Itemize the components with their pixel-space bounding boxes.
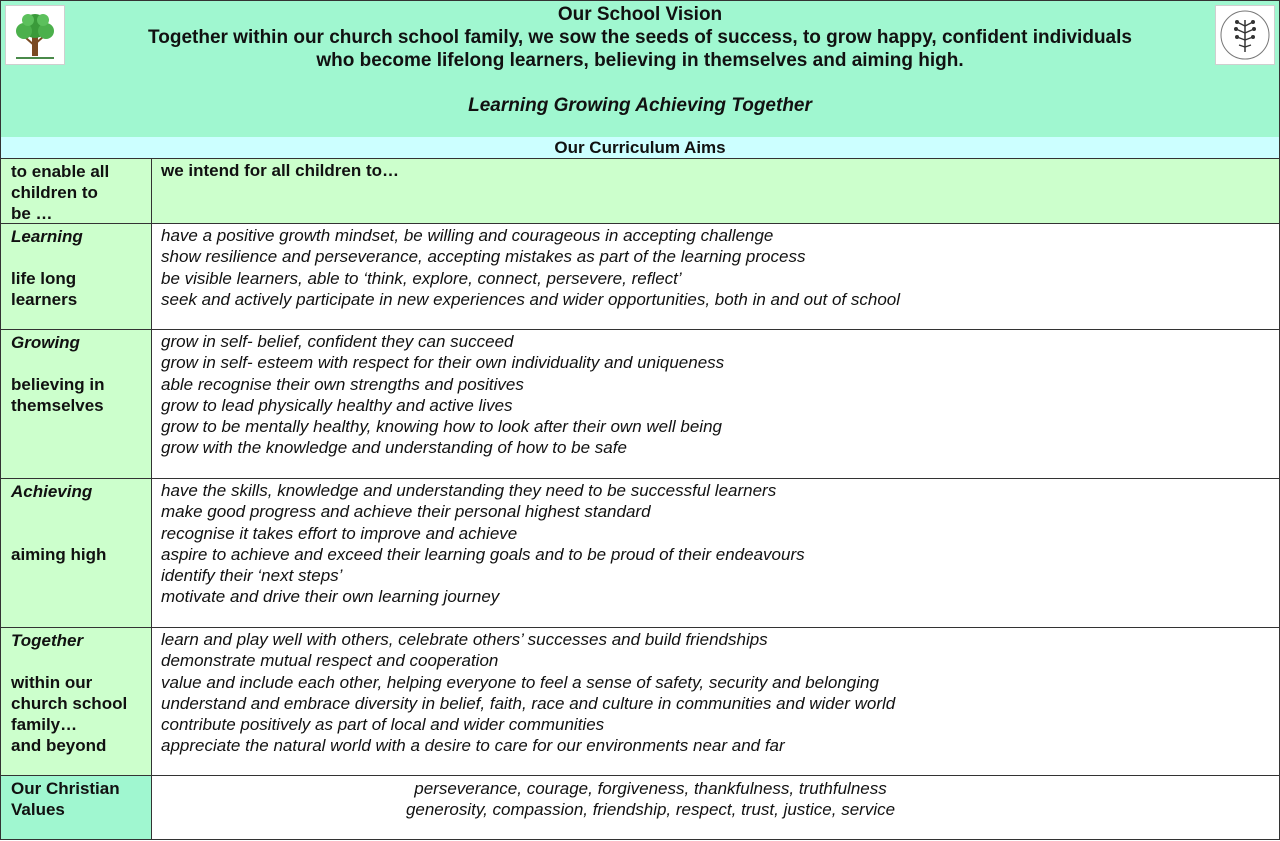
aim-item: make good progress and achieve their personal highest standard — [161, 502, 651, 522]
church-school-seal-logo — [1215, 5, 1275, 65]
aim-item: grow to be mentally healthy, knowing how to look after their own well being — [161, 417, 722, 437]
aim-item: identify their ‘next steps’ — [161, 566, 343, 586]
values-heading: Values — [11, 800, 65, 819]
aim-heading: Achieving — [11, 482, 93, 501]
intro-left-line: be … — [11, 204, 53, 223]
christian-values-row — [0, 776, 1280, 840]
aim-item: learn and play well with others, celebrate others’ successes and build friendships — [161, 630, 768, 649]
vision-line-1: Together within our church school family, we sow the seeds of success, to grow happy, confident individuals — [148, 27, 1132, 48]
aim-list-cell — [152, 479, 1280, 628]
school-tree-logo — [5, 5, 65, 65]
aim-item: appreciate the natural world with a desire to care for our environments near and far — [161, 736, 785, 756]
aim-subtitle: church school — [11, 694, 128, 713]
values-line-1: perseverance, courage, forgiveness, thankfulness, truthfulness — [414, 779, 887, 798]
intro-right-text: we intend for all children to… — [161, 161, 400, 180]
aim-row-achieving — [0, 479, 1280, 628]
aim-list-cell — [152, 628, 1280, 776]
aim-subtitle: life long — [11, 269, 77, 288]
intro-right-cell — [152, 159, 1280, 224]
aim-heading-cell — [0, 479, 152, 628]
aim-heading: Learning — [11, 227, 83, 246]
values-heading: Our Christian — [11, 779, 120, 798]
values-heading-cell — [0, 776, 152, 840]
aim-list-cell — [152, 330, 1280, 479]
aim-heading-cell — [0, 628, 152, 776]
aim-list-cell — [152, 224, 1280, 330]
aim-heading-cell — [0, 224, 152, 330]
school-motto: Learning Growing Achieving Together — [468, 95, 812, 116]
aim-item: able recognise their own strengths and positives — [161, 374, 524, 394]
aim-heading: Growing — [11, 333, 80, 352]
aim-item: have a positive growth mindset, be willing and courageous in accepting challenge — [161, 226, 774, 245]
aim-item: understand and embrace diversity in belief, faith, race and culture in communities and wider world — [161, 693, 896, 713]
aim-row-together — [0, 628, 1280, 776]
aim-item: contribute positively as part of local and wider communities — [161, 715, 605, 735]
aim-subtitle: believing in — [11, 375, 105, 394]
aim-item: recognise it takes effort to improve and achieve — [161, 523, 518, 543]
aim-row-learning — [0, 224, 1280, 330]
intro-left-line: to enable all — [11, 162, 110, 181]
aim-item: have the skills, knowledge and understanding they need to be successful learners — [161, 481, 777, 500]
aim-heading: Together — [11, 631, 84, 650]
aim-subtitle: aiming high — [11, 545, 107, 564]
aim-item: motivate and drive their own learning journey — [161, 587, 500, 607]
intro-left-line: children to — [11, 183, 98, 202]
intro-row — [0, 159, 1280, 224]
aim-subtitle: learners — [11, 290, 78, 309]
values-list-cell — [152, 776, 1280, 840]
aim-item: grow in self- esteem with respect for their own individuality and uniqueness — [161, 353, 725, 373]
curriculum-aims-heading: Our Curriculum Aims — [0, 137, 1280, 159]
aim-heading-cell — [0, 330, 152, 479]
aim-subtitle: and beyond — [11, 736, 107, 755]
vision-header — [0, 0, 1280, 138]
aim-row-growing — [0, 330, 1280, 479]
aim-subtitle: within our — [11, 673, 93, 692]
aim-item: be visible learners, able to ‘think, explore, connect, persevere, reflect’ — [161, 268, 682, 288]
aim-subtitle: family… — [11, 715, 78, 734]
aim-item: aspire to achieve and exceed their learning goals and to be proud of their endeavours — [161, 544, 805, 564]
aim-item: grow with the knowledge and understanding of how to be safe — [161, 438, 627, 458]
page-title: Our School Vision — [557, 4, 723, 25]
values-line-2: generosity, compassion, friendship, respect, trust, justice, service — [405, 800, 896, 820]
aim-item: grow to lead physically healthy and active lives — [161, 395, 513, 415]
aim-subtitle: themselves — [11, 396, 104, 415]
aim-item: demonstrate mutual respect and cooperation — [161, 651, 499, 671]
intro-left-cell — [0, 159, 152, 224]
aim-item: seek and actively participate in new experiences and wider opportunities, both in and out of school — [161, 289, 901, 309]
vision-line-2: who become lifelong learners, believing in themselves and aiming high. — [316, 50, 964, 71]
vision-statement — [100, 26, 1180, 72]
aim-item: grow in self- belief, confident they can succeed — [161, 332, 514, 351]
aim-item: show resilience and perseverance, accepting mistakes as part of the learning process — [161, 247, 806, 267]
aim-item: value and include each other, helping everyone to feel a sense of safety, security and belonging — [161, 672, 879, 692]
